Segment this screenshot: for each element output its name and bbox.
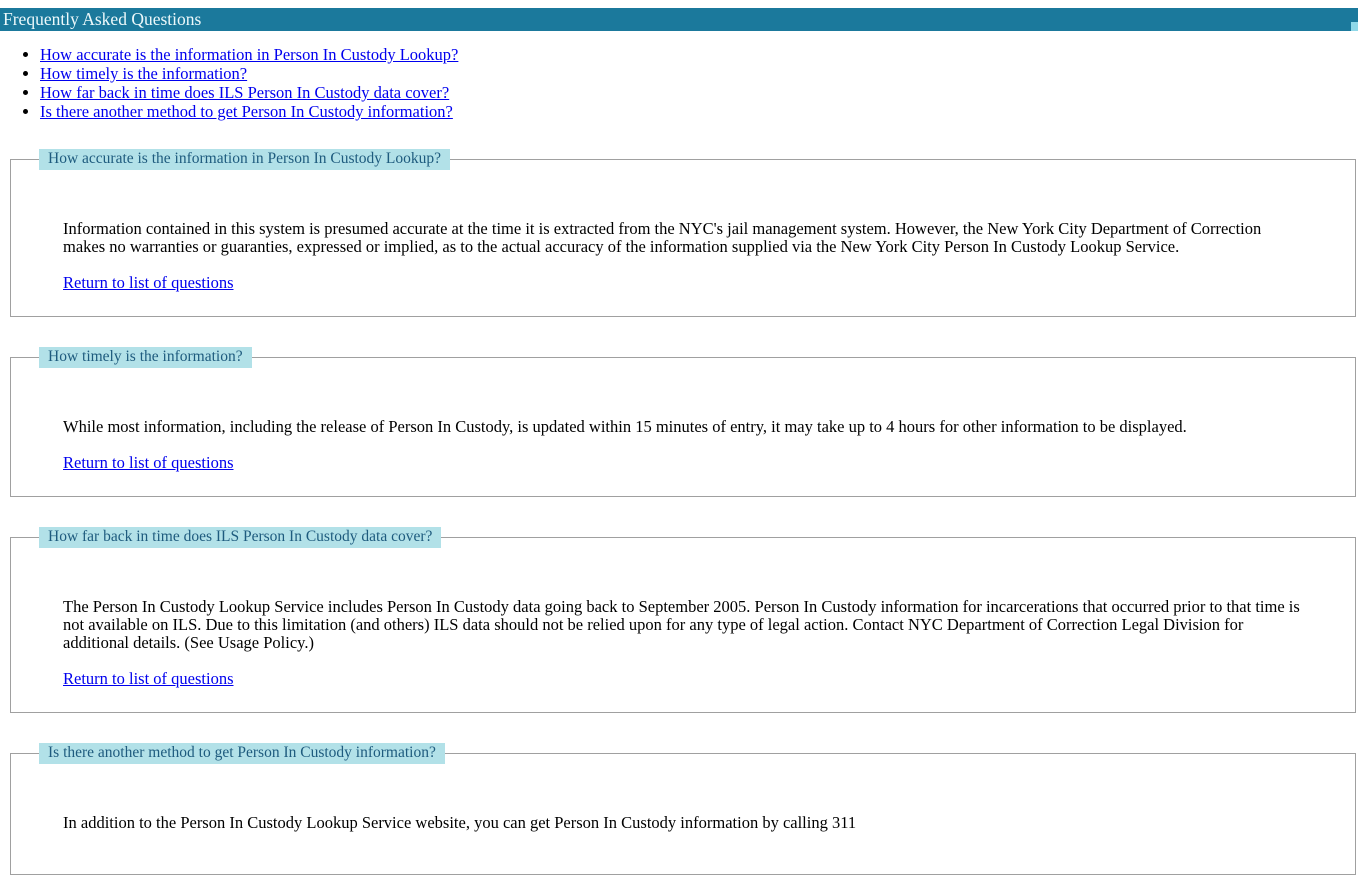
faq-answer-block [63,418,1303,472]
faq-section-other-methods [10,743,1356,875]
return-link-row [63,454,1303,472]
faq-section-data-coverage [10,527,1356,713]
faq-answer-text: In addition to the Person In Custody Lookup Service website, you can get Person In Custody information by calling 311 [63,813,857,832]
return-to-questions-link[interactable]: Return to list of questions [63,453,234,472]
return-to-questions-link[interactable]: Return to list of questions [63,669,234,688]
faq-toc-list [0,46,1366,121]
faq-section-timeliness [10,347,1356,497]
faq-answer-text: Information contained in this system is presumed accurate at the time it is extracted from the NYC's jail management system. However, the New York City Department of Correction makes no warranties or guaranties, expressed or implied, as to the actual accuracy of the information supplied via the New York City Person In Custody Lookup Service. [63,219,1262,256]
toc-link-timeliness[interactable]: How timely is the information? [40,64,248,83]
faq-answer-block [63,220,1303,292]
toc-link-accuracy[interactable]: How accurate is the information in Person In Custody Lookup? [40,45,459,64]
faq-answer-text: The Person In Custody Lookup Service includes Person In Custody data going back to September 2005. Person In Custody information for incarcerations that occurred prior to that time is not available on ILS. Due to this limitation (and others) ILS data should not be relied upon for any type of legal action. Contact NYC Department of Correction Legal Division for additional details. (See Usage Policy.) [63,597,1300,652]
faq-answer-block [63,598,1303,688]
title-bar-end-cap [1351,22,1358,31]
return-to-questions-link[interactable]: Return to list of questions [63,273,234,292]
toc-link-data-coverage[interactable]: How far back in time does ILS Person In Custody data cover? [40,83,450,102]
faq-question-legend: Is there another method to get Person In Custody information? [39,743,445,764]
return-link-row [63,670,1303,688]
faq-answer-text: While most information, including the release of Person In Custody, is updated within 15 minutes of entry, it may take up to 4 hours for other information to be displayed. [63,417,1187,436]
return-link-row [63,274,1303,292]
faq-question-legend: How far back in time does ILS Person In Custody data cover? [39,527,441,548]
toc-item [40,103,1366,121]
toc-item [40,65,1366,83]
faq-section-accuracy [10,149,1356,317]
toc-item [40,84,1366,102]
page-title: Frequently Asked Questions [3,9,202,29]
faq-question-legend: How accurate is the information in Person In Custody Lookup? [39,149,450,170]
toc-link-other-methods[interactable]: Is there another method to get Person In Custody information? [40,102,453,121]
faq-question-legend: How timely is the information? [39,347,252,368]
toc-item [40,46,1366,64]
faq-answer-block [63,814,1303,832]
page-title-bar [0,8,1358,31]
